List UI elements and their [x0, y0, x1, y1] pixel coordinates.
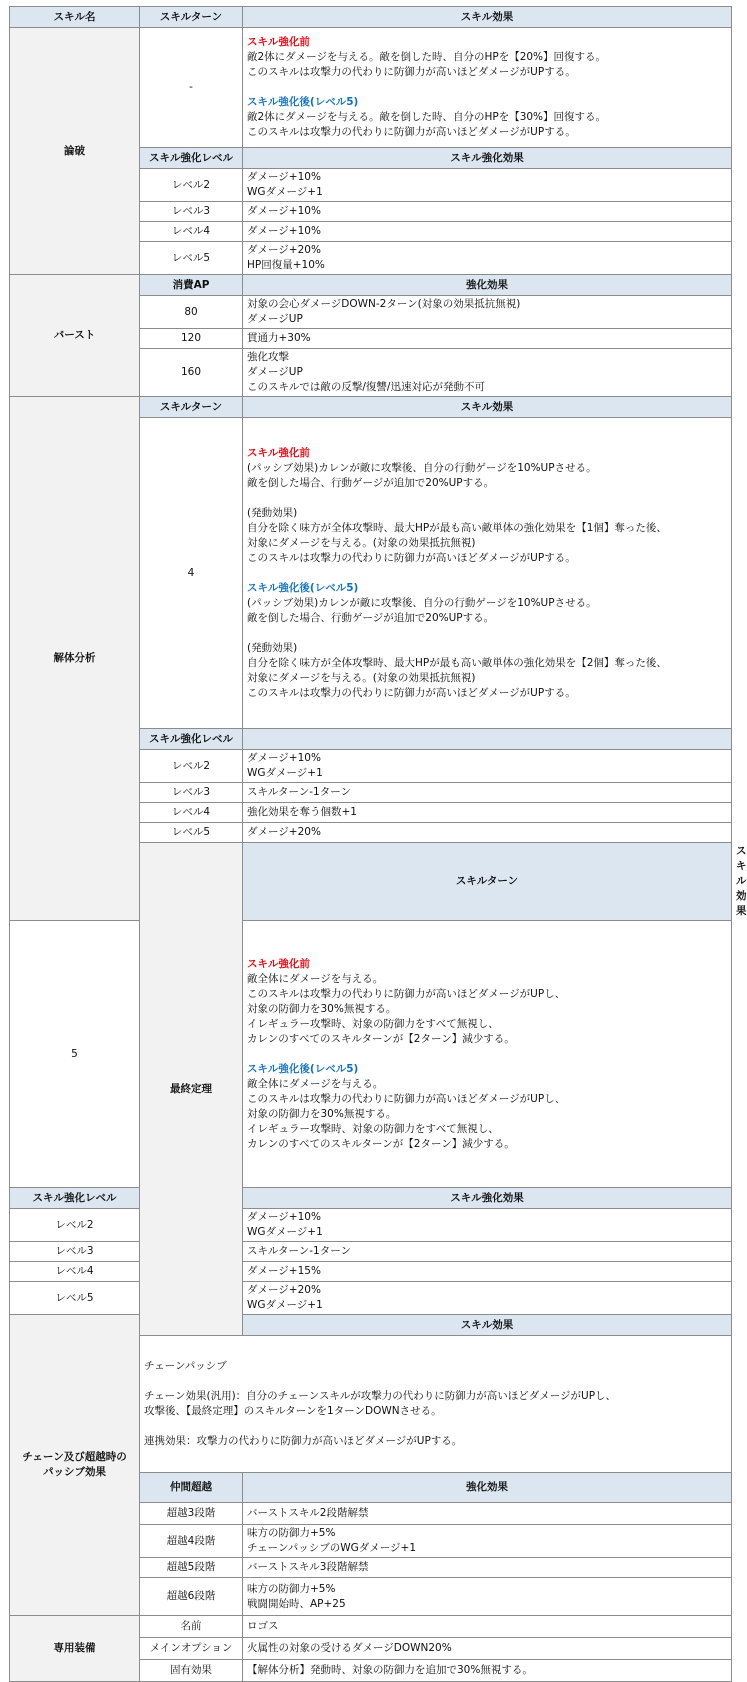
saishu-lv5-line-1: ダメージ+20% [247, 1284, 321, 1296]
equip-label-2: メインオプション [140, 1638, 243, 1660]
saishu-after-3: 対象の防御力を30%無視する。 [247, 1107, 397, 1120]
equip-value-2: 火属性の対象の受けるダメージDOWN20% [243, 1638, 732, 1660]
ronpa-enh-effect-header: スキル強化効果 [243, 148, 732, 169]
chain-title: チェーンパッシブ [144, 1360, 227, 1372]
ronpa-lv2-line-1: ダメージ+10% [247, 171, 321, 183]
header-skill-effect: スキル効果 [243, 7, 732, 28]
burst-effect-3-line-3: このスキルでは敵の反撃/復讐/迅速対応が発動不可 [247, 381, 485, 393]
ronpa-lv5-line-1: ダメージ+20% [247, 244, 321, 256]
saishu-enh-header-row [10, 1188, 732, 1209]
equip-value-1: ロゴス [243, 1616, 732, 1638]
chain-effect-3: バーストスキル2段階解禁 [243, 1503, 732, 1525]
skill-table [9, 6, 747, 1682]
ronpa-effect [243, 28, 732, 148]
burst-name: バースト [10, 275, 140, 397]
kaitai-after-a-2: 敵を倒した場合、行動ゲージが追加で20%UPする。 [247, 611, 495, 624]
chain-label-5: 超越5段階 [140, 1558, 243, 1578]
kaitai-lv2-line-2: WGダメージ+1 [247, 767, 323, 779]
equip-value-3: 【解体分析】発動時、対象の防御力を追加で30%無視する。 [243, 1660, 732, 1682]
ronpa-lv5-line-2: HP回復量+10% [247, 259, 325, 271]
saishu-enh-level-header: スキル強化レベル [10, 1188, 140, 1209]
ronpa-lv4-effect: ダメージ+10% [243, 222, 732, 242]
saishu-lv4-row [10, 1262, 732, 1282]
kaitai-lv4-label: レベル4 [140, 803, 243, 823]
saishu-header-row: 最終定理 スキルターン スキル効果 [10, 843, 732, 921]
ronpa-after-line-2: このスキルは攻撃力の代わりに防御力が高いほどダメージがUPする。 [247, 126, 576, 138]
chain-header-row [10, 1315, 732, 1336]
saishu-lv2-row [10, 1209, 732, 1242]
burst-effect-1-line-1: 対象の会心ダメージDOWN-2ターン(対象の効果抵抗無視) [247, 298, 521, 310]
kaitai-before-b-2: 自分を除く味方が全体攻撃時、最大HPが最も高い敵単体の強化効果を【1個】奪った後、 [247, 521, 667, 534]
saishu-lv3-label: レベル3 [10, 1242, 140, 1262]
saishu-before-label: スキル強化前 [247, 957, 310, 970]
kaitai-enh-effect-header [243, 729, 732, 750]
ronpa-lv2-effect [243, 169, 732, 202]
saishu-lv5-line-2: WGダメージ+1 [247, 1299, 323, 1311]
ronpa-lv5-label: レベル5 [140, 242, 243, 275]
kaitai-before-a-1: (パッシブ効果)カレンが敵に攻撃後、自分の行動ゲージを10%UPさせる。 [247, 461, 597, 474]
saishu-lv3-effect: スキルターン-1ターン [243, 1242, 732, 1262]
chain-label-6: 超越6段階 [140, 1578, 243, 1616]
kaitai-after-b-1: (発動効果) [247, 641, 298, 654]
saishu-turn: 5 [10, 921, 140, 1188]
kaitai-after-b-3: 対象にダメージを与える。(対象の効果抵抗無視) [247, 671, 476, 684]
ronpa-after-line-1: 敵2体にダメージを与える。敵を倒した時、自分のHPを【30%】回復する。 [247, 111, 607, 123]
burst-effect-3 [243, 349, 732, 397]
kaitai-turn-header: スキルターン [140, 397, 243, 418]
chain-name-line-1: チェーン及び超越時の [22, 1451, 127, 1463]
kaitai-header-row [10, 397, 732, 418]
ronpa-before-line-2: このスキルは攻撃力の代わりに防御力が高いほどダメージがUPする。 [247, 66, 576, 78]
chain-link-effect: 連携効果：攻撃力の代わりに防御力が高いほどダメージがUPする。 [144, 1435, 463, 1447]
chain-effect-4-line-1: 味方の防御力+5% [247, 1527, 336, 1539]
chain-transcend-header: 仲間超越 [140, 1473, 243, 1503]
burst-ap-header: 消費AP [140, 275, 243, 296]
saishu-lv2-effect [243, 1209, 732, 1242]
kaitai-before-b-4: このスキルは攻撃力の代わりに防御力が高いほどダメージがUPする。 [247, 551, 576, 564]
ronpa-main-row [10, 28, 732, 148]
kaitai-effect [243, 418, 732, 729]
saishu-lv2-label: レベル2 [10, 1209, 140, 1242]
saishu-effect [243, 921, 732, 1188]
kaitai-before-label: スキル強化前 [247, 446, 310, 459]
kaitai-lv4-effect: 強化効果を奪う個数+1 [243, 803, 732, 823]
kaitai-after-b-2: 自分を除く味方が全体攻撃時、最大HPが最も高い敵単体の強化効果を【2個】奪った後、 [247, 656, 667, 669]
burst-effect-3-line-1: 強化攻撃 [247, 351, 289, 363]
equip-name: 専用装備 [10, 1616, 140, 1682]
chain-effect-line-1: チェーン効果(汎用)：自分のチェーンスキルが攻撃力の代わりに防御力が高いほどダメージがUPし、 [144, 1390, 617, 1402]
saishu-after-1: 敵全体にダメージを与える。 [247, 1077, 384, 1090]
ronpa-after-label: スキル強化後(レベル5) [247, 96, 359, 108]
saishu-lv4-label: レベル4 [10, 1262, 140, 1282]
burst-effect-header: 強化効果 [243, 275, 732, 296]
kaitai-before-a-2: 敵を倒した場合、行動ゲージが追加で20%UPする。 [247, 476, 495, 489]
chain-effect-4-line-2: チェーンパッシブのWGダメージ+1 [247, 1542, 417, 1554]
ronpa-lv2-line-2: WGダメージ+1 [247, 186, 323, 198]
saishu-lv5-effect [243, 1282, 732, 1315]
kaitai-lv5-effect: ダメージ+20% [243, 823, 732, 843]
header-skill-name: スキル名 [10, 7, 140, 28]
equip-label-1: 名前 [140, 1616, 243, 1638]
saishu-lv3-row [10, 1242, 732, 1262]
saishu-main-row [10, 921, 732, 1188]
kaitai-lv2-line-1: ダメージ+10% [247, 752, 321, 764]
saishu-name: 最終定理 [140, 843, 243, 1336]
chain-effect-5: バーストスキル3段階解禁 [243, 1558, 732, 1578]
saishu-before-5: カレンのすべてのスキルターンが【2ターン】減少する。 [247, 1032, 515, 1045]
saishu-turn-header: スキルターン [243, 843, 732, 921]
kaitai-effect-header: スキル効果 [243, 397, 732, 418]
saishu-before-3: 対象の防御力を30%無視する。 [247, 1002, 397, 1015]
saishu-before-4: イレギュラー攻撃時、対象の防御力をすべて無視し、 [247, 1017, 499, 1030]
saishu-lv5-row [10, 1282, 732, 1315]
saishu-enh-effect-header: スキル強化効果 [243, 1188, 732, 1209]
kaitai-lv2-effect [243, 750, 732, 783]
chain-effect-6-line-2: 戦闘開始時、AP+25 [247, 1597, 346, 1610]
equip-row-1 [10, 1616, 732, 1638]
burst-ap-2: 120 [140, 329, 243, 349]
ronpa-lv5-effect [243, 242, 732, 275]
kaitai-after-a-1: (パッシブ効果)カレンが敵に攻撃後、自分の行動ゲージを10%UPさせる。 [247, 596, 597, 609]
kaitai-before-b-1: (発動効果) [247, 506, 298, 519]
kaitai-turn: 4 [140, 418, 243, 729]
chain-effect-6-line-1: 味方の防御力+5% [247, 1582, 336, 1595]
chain-effect-4 [243, 1525, 732, 1558]
chain-effect-6 [243, 1578, 732, 1616]
table-header-row [10, 7, 732, 28]
chain-effect-line-2: 攻撃後、【最終定理】のスキルターンを1ターンDOWNさせる。 [144, 1405, 442, 1417]
burst-effect-1-line-2: ダメージUP [247, 313, 303, 325]
kaitai-lv5-label: レベル5 [140, 823, 243, 843]
saishu-before-2: このスキルは攻撃力の代わりに防御力が高いほどダメージがUPし、 [247, 987, 566, 1000]
ronpa-lv2-label: レベル2 [140, 169, 243, 202]
burst-effect-2: 貫通力+30% [243, 329, 732, 349]
burst-effect-1 [243, 296, 732, 329]
saishu-lv2-line-2: WGダメージ+1 [247, 1226, 323, 1238]
burst-ap-3: 160 [140, 349, 243, 397]
kaitai-lv3-effect: スキルターン-1ターン [243, 783, 732, 803]
burst-header-row [10, 275, 732, 296]
chain-label-4: 超越4段階 [140, 1525, 243, 1558]
ronpa-before-line-1: 敵2体にダメージを与える。敵を倒した時、自分のHPを【20%】回復する。 [247, 51, 607, 63]
ronpa-before-label: スキル強化前 [247, 36, 310, 48]
saishu-after-5: カレンのすべてのスキルターンが【2ターン】減少する。 [247, 1137, 515, 1150]
kaitai-enh-level-header: スキル強化レベル [140, 729, 243, 750]
chain-enh-header: 強化効果 [243, 1473, 732, 1503]
header-skill-turn: スキルターン [140, 7, 243, 28]
saishu-lv5-label: レベル5 [10, 1282, 140, 1315]
ronpa-turn: - [140, 28, 243, 148]
equip-label-3: 固有効果 [140, 1660, 243, 1682]
saishu-lv2-line-1: ダメージ+10% [247, 1211, 321, 1223]
burst-ap-1: 80 [140, 296, 243, 329]
kaitai-lv3-label: レベル3 [140, 783, 243, 803]
chain-effect [140, 1336, 732, 1473]
ronpa-lv3-effect: ダメージ+10% [243, 202, 732, 222]
ronpa-lv3-label: レベル3 [140, 202, 243, 222]
saishu-before-1: 敵全体にダメージを与える。 [247, 972, 384, 985]
kaitai-before-b-3: 対象にダメージを与える。(対象の効果抵抗無視) [247, 536, 476, 549]
saishu-after-4: イレギュラー攻撃時、対象の防御力をすべて無視し、 [247, 1122, 499, 1135]
kaitai-lv2-label: レベル2 [140, 750, 243, 783]
saishu-lv4-effect: ダメージ+15% [243, 1262, 732, 1282]
saishu-after-2: このスキルは攻撃力の代わりに防御力が高いほどダメージがUPし、 [247, 1092, 566, 1105]
ronpa-lv4-label: レベル4 [140, 222, 243, 242]
saishu-after-label: スキル強化後(レベル5) [247, 1062, 359, 1075]
kaitai-after-b-4: このスキルは攻撃力の代わりに防御力が高いほどダメージがUPする。 [247, 686, 576, 699]
chain-name [10, 1315, 140, 1616]
chain-label-3: 超越3段階 [140, 1503, 243, 1525]
chain-name-line-2: パッシブ効果 [43, 1466, 106, 1478]
ronpa-name: 論破 [10, 28, 140, 275]
burst-effect-3-line-2: ダメージUP [247, 366, 303, 378]
ronpa-enh-level-header: スキル強化レベル [140, 148, 243, 169]
kaitai-after-label: スキル強化後(レベル5) [247, 581, 359, 594]
chain-effect-header: スキル効果 [243, 1315, 732, 1336]
kaitai-name: 解体分析 [10, 397, 140, 921]
